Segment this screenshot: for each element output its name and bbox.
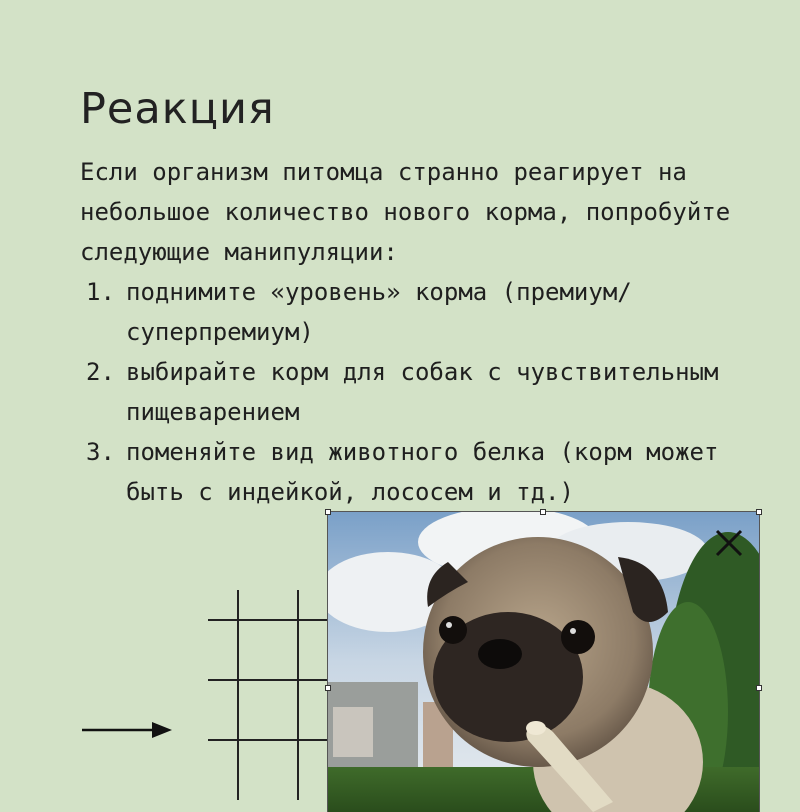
pug-photo[interactable] xyxy=(328,512,759,812)
pug-photo-image xyxy=(328,512,759,812)
list-item-number: 3. xyxy=(86,438,115,466)
list-item-text: выбирайте корм для собак с чувствительным пищеварением xyxy=(126,358,719,426)
list-item-number: 2. xyxy=(86,358,115,386)
intro-text: Если организм питомца странно реагирует на небольшое количество нового корма, попробуйте следующие манипуляции: xyxy=(80,158,731,266)
resize-handle-left[interactable] xyxy=(325,685,331,691)
resize-handle-top-right[interactable] xyxy=(756,509,762,515)
resize-handle-top[interactable] xyxy=(540,509,546,515)
close-icon[interactable] xyxy=(712,526,746,560)
arrow-right-icon xyxy=(80,716,180,746)
list-item-number: 1. xyxy=(86,278,115,306)
resize-handle-right[interactable] xyxy=(756,685,762,691)
list-item-text: поменяйте вид животного белка (корм может быть с индейкой, лососем и тд.) xyxy=(126,438,719,506)
list-item-text: поднимите «уровень» корма (премиум/ суперпремиум) xyxy=(126,278,632,346)
page-title: Реакция xyxy=(80,84,275,134)
resize-handle-top-left[interactable] xyxy=(325,509,331,515)
